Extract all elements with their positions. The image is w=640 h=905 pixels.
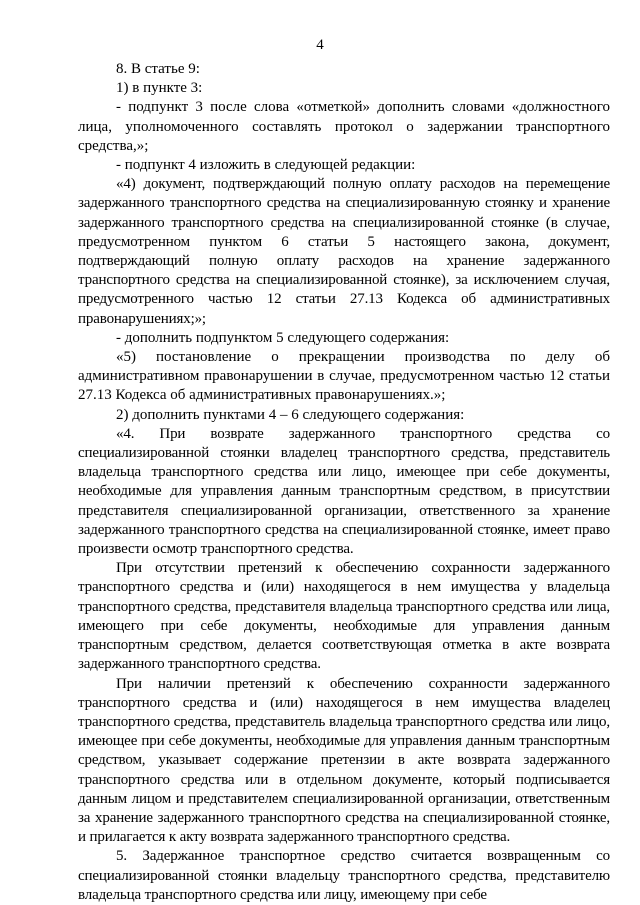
paragraph-point-5-text: 5. Задержанное транспортное средство считается возвращенным со специализированной стоянки владельцу транспортного средства, представителю владельца транспортного средства или лицу, имеющему при себе	[78, 848, 610, 903]
paragraph-subpoint-4-intro: - подпункт 4 изложить в следующей редакции:	[116, 157, 416, 174]
paragraph-with-claims: При наличии претензий к обеспечению сохранности задержанного транспортного средства и (или) находящегося в нем имущества владелец транспортного средства, представитель владельца транспортного средства или лицо, имеющее при себе документы, необходимые для управления данным транспортным средством, указывает содержание претензии в акте возврата задержанного транспортного средства или в отдельном документе, который подписывается данным лицом и представителем специализированной организации, ответственным за хранение задержанного транспортного средства на специализированной стоянке, и прилагается к акту возврата задержанного транспортного средства.	[78, 675, 610, 846]
paragraph-article-9-heading: 8. В статье 9:	[116, 61, 200, 77]
paragraph-no-claims: При отсутствии претензий к обеспечению сохранности задержанного транспортного средства и (или) находящегося в нем имущества у владельца транспортного средства, представителя владельца транспортного средства или лица, имеющего при себе документы, необходимые для управления данным транспортным средством, делается соответствующая отметка в акте возврата задержанного транспортного средства.	[78, 560, 610, 673]
page-number: 4	[316, 37, 324, 53]
paragraph-points-4-6-intro: 2) дополнить пунктами 4 – 6 следующего содержания:	[116, 406, 465, 423]
paragraph-subpoint-5-text: «5) постановление о прекращении производства по делу об административном правонарушении в случае, предусмотренном частью 12 статьи 27.13 Кодекса об административных правонарушениях.»;	[78, 349, 610, 404]
paragraph-point-4-text: «4. При возврате задержанного транспортного средства со специализированной стоянки владелец транспортного средства, представитель владельца транспортного средства или лицо, имеющее при себе документы, необходимые для управления данным транспортным средством, в присутствии представителя специализированной организации, ответственного за хранение задержанного транспортного средства на специализированной стоянке, имеет право произвести осмотр транспортного средства.	[78, 425, 610, 558]
paragraph-point-3-heading: 1) в пункте 3:	[116, 80, 203, 97]
document-body	[78, 60, 610, 905]
paragraph-subpoint-5-intro: - дополнить подпунктом 5 следующего содержания:	[116, 329, 450, 346]
paragraph-subpoint-4-text: «4) документ, подтверждающий полную оплату расходов на перемещение задержанного транспортного средства на специализированную стоянку и хранение задержанного транспортного средства на специализированной стоянке (в случае, предусмотренном пунктом 6 статьи 5 настоящего закона, документ, подтверждающий полную оплату расходов на хранение задержанного транспортного средства на специализированной стоянке), за исключением случая, предусмотренного частью 12 статьи 27.13 Кодекса об административных правонарушениях;»;	[78, 176, 610, 327]
paragraph-subpoint-3-amendment: - подпункт 3 после слова «отметкой» дополнить словами «должностного лица, уполномоченного составлять протокол о задержании транспортного средства,»;	[78, 99, 610, 154]
